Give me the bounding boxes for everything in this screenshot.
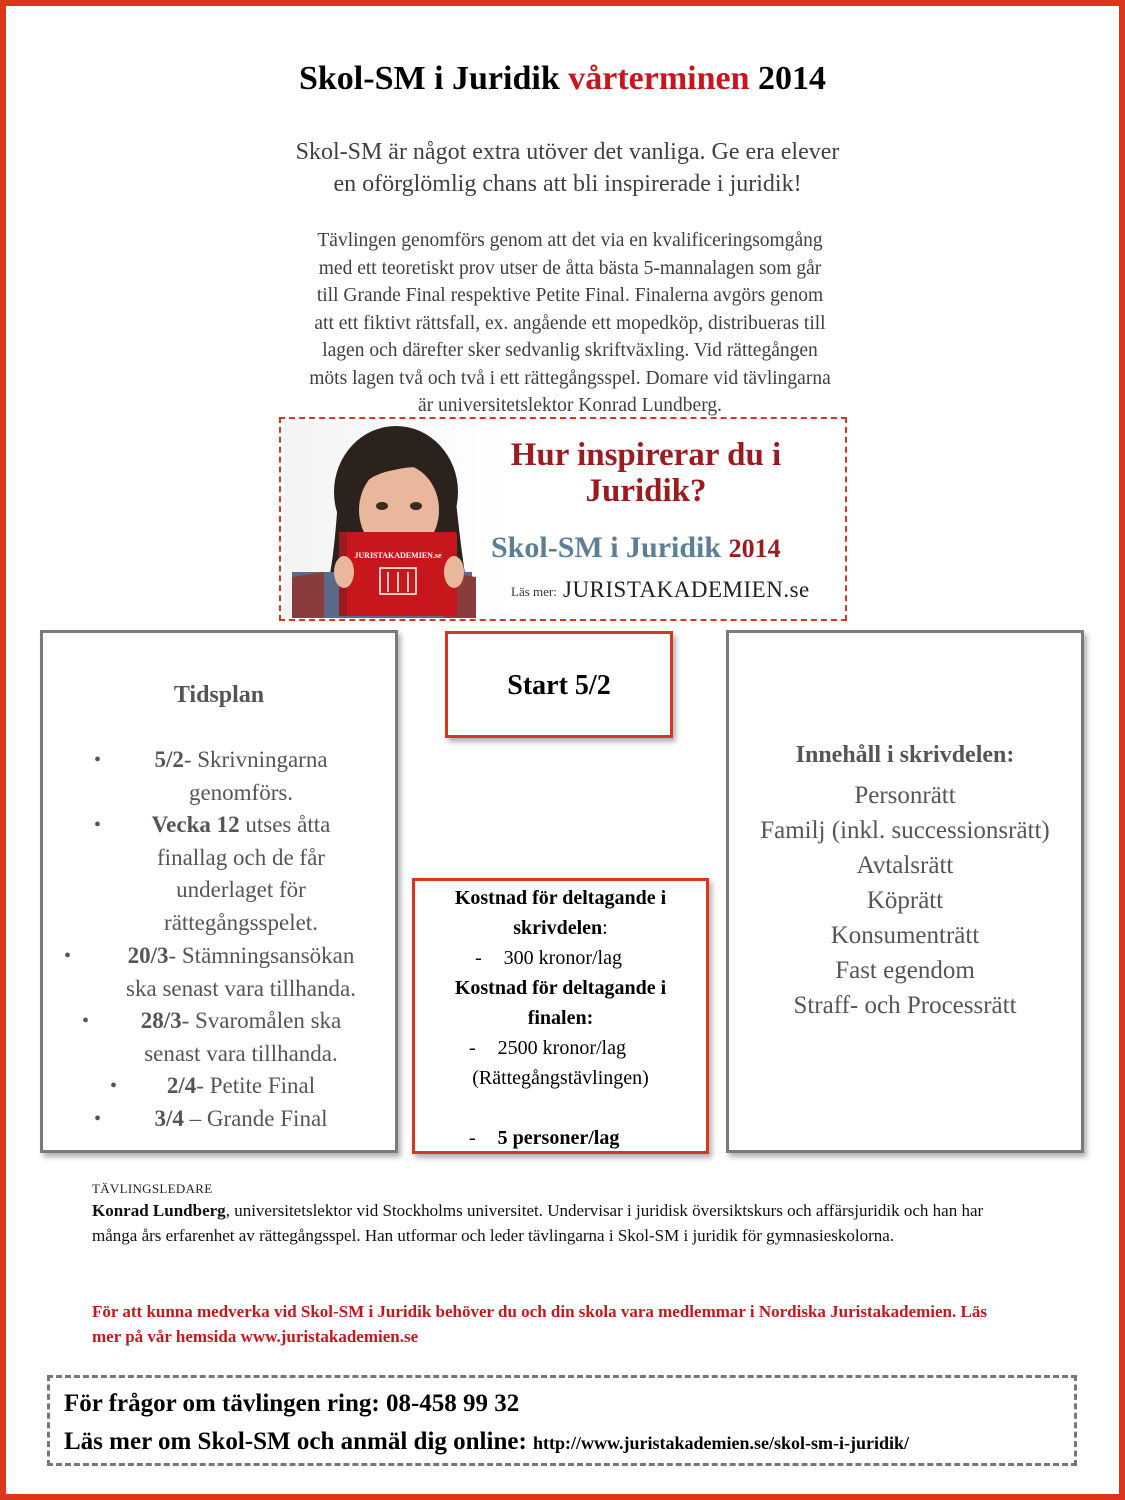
content-item: Köprätt: [866, 887, 944, 914]
signup-line: Läs mer om Skol-SM och anmäl dig online: http://www.juristakademien.se/skol-sm-i-juridik/: [64, 1428, 910, 1455]
cost-value: - 2500 kronor/lag: [469, 1037, 626, 1059]
content-item: Fast egendom: [835, 957, 975, 984]
contact-box: [47, 1375, 1077, 1466]
intro-line: Skol-SM är något extra utöver det vanliga. Ge era elever: [295, 139, 840, 165]
schedule-item: • 2/4- Petite Final: [110, 1073, 316, 1098]
content-list: [726, 778, 1084, 1023]
membership-notice: För att kunna medverka vid Skol-SM i Juridik behöver du och din skola vara medlemmar i Nordiska Juristakademien. Läs mer på vår hemsida www.juristakademien.se: [92, 1302, 987, 1346]
banner-headline: Hur inspirerar du i Juridik?: [510, 437, 782, 509]
schedule-item: • Vecka 12 utses åtta finallag och de får underlaget för rättegångsspelet.: [94, 812, 331, 935]
intro-line: en oförglömlig chans att bli inspirerade i juridik!: [333, 171, 802, 197]
description-line: möts lagen två och två i ett rättegångsspel. Domare vid tävlingarna: [309, 367, 831, 389]
schedule-heading: Tidsplan: [173, 682, 265, 708]
phone-line: För frågor om tävlingen ring: 08-458 99 32: [64, 1390, 520, 1417]
description-line: lagen och därefter sker sedvanlig skriftväxling. Vid rättegången: [322, 340, 818, 361]
banner-read-more-label: Läs mer:: [511, 584, 557, 599]
description-line: till Grande Final respektive Petite Final. Finalerna avgörs genom: [316, 285, 824, 306]
signup-link[interactable]: http://www.juristakademien.se/skol-sm-i-juridik/: [533, 1433, 910, 1453]
description-line: är universitetslektor Konrad Lundberg.: [418, 395, 722, 416]
banner-subtitle: Skol-SM i Juridik 2014: [491, 531, 781, 564]
person-with-book-image: [284, 422, 484, 618]
content-item: Straff- och Processrätt: [793, 992, 1017, 1019]
start-date-box: [445, 631, 673, 738]
schedule-item: • 20/3- Stämningsansökan ska senast vara tillhanda.: [64, 943, 356, 1001]
competition-description: [250, 227, 890, 420]
leader-bio: Konrad Lundberg, universitetslektor vid Stockholms universitet. Undervisar i juridisk översiktskurs och affärsjuridik och han har många års erfarenhet av rättegångsspel. Han utformar och leder tävlingarna i Skol-SM i juridik för gymnasieskolorna.: [92, 1201, 984, 1245]
schedule-item: • 5/2- Skrivningarna genomförs.: [94, 747, 328, 805]
team-size: - 5 personer/lag: [469, 1127, 620, 1149]
content-item: Familj (inkl. successionsrätt): [760, 817, 1050, 844]
banner-url[interactable]: JURISTAKADEMIEN.se: [563, 577, 810, 602]
cost-box: [412, 878, 709, 1154]
leader-label: TÄVLINGSLEDARE: [92, 1181, 213, 1196]
content-item: Personrätt: [854, 782, 956, 809]
schedule-item: • 28/3- Svaromålen ska senast vara tillhanda.: [82, 1008, 342, 1066]
content-item: Avtalsrätt: [856, 852, 954, 879]
schedule-list: [40, 744, 398, 1136]
description-line: att ett fiktivt rättsfall, ex. angående ett mopedköp, distribueras till: [314, 312, 826, 334]
schedule-item: • 3/4 – Grande Final: [94, 1106, 328, 1131]
book-label: JURISTAKADEMIEN.se: [354, 551, 442, 560]
title-term: vårterminen: [568, 60, 750, 97]
intro-text: [200, 136, 935, 200]
description-line: med ett teoretiskt prov utser de åtta bästa 5-mannalagen som går: [318, 257, 822, 279]
page-title: Skol-SM i Juridik vårterminen 2014: [298, 60, 827, 97]
promo-banner[interactable]: [279, 417, 847, 621]
content-item: Konsumenträtt: [830, 922, 980, 949]
description-line: Tävlingen genomförs genom att det via en kvalificeringsomgång: [317, 230, 823, 251]
cost-heading: Kostnad för deltagande i: [454, 977, 667, 999]
start-date-label: Start 5/2: [507, 670, 611, 701]
cost-heading: Kostnad för deltagande i: [454, 887, 667, 909]
content-heading: Innehåll i skrivdelen:: [795, 742, 1015, 768]
cost-details: Kostnad för deltagande i skrivdelen: - 300 kronor/lag Kostnad för deltagande i finalen: - 2500 kronor/lag (Rättegångstävlingen) - 5 personer/lag: [415, 881, 706, 1153]
cost-value: - 300 kronor/lag: [475, 947, 622, 969]
